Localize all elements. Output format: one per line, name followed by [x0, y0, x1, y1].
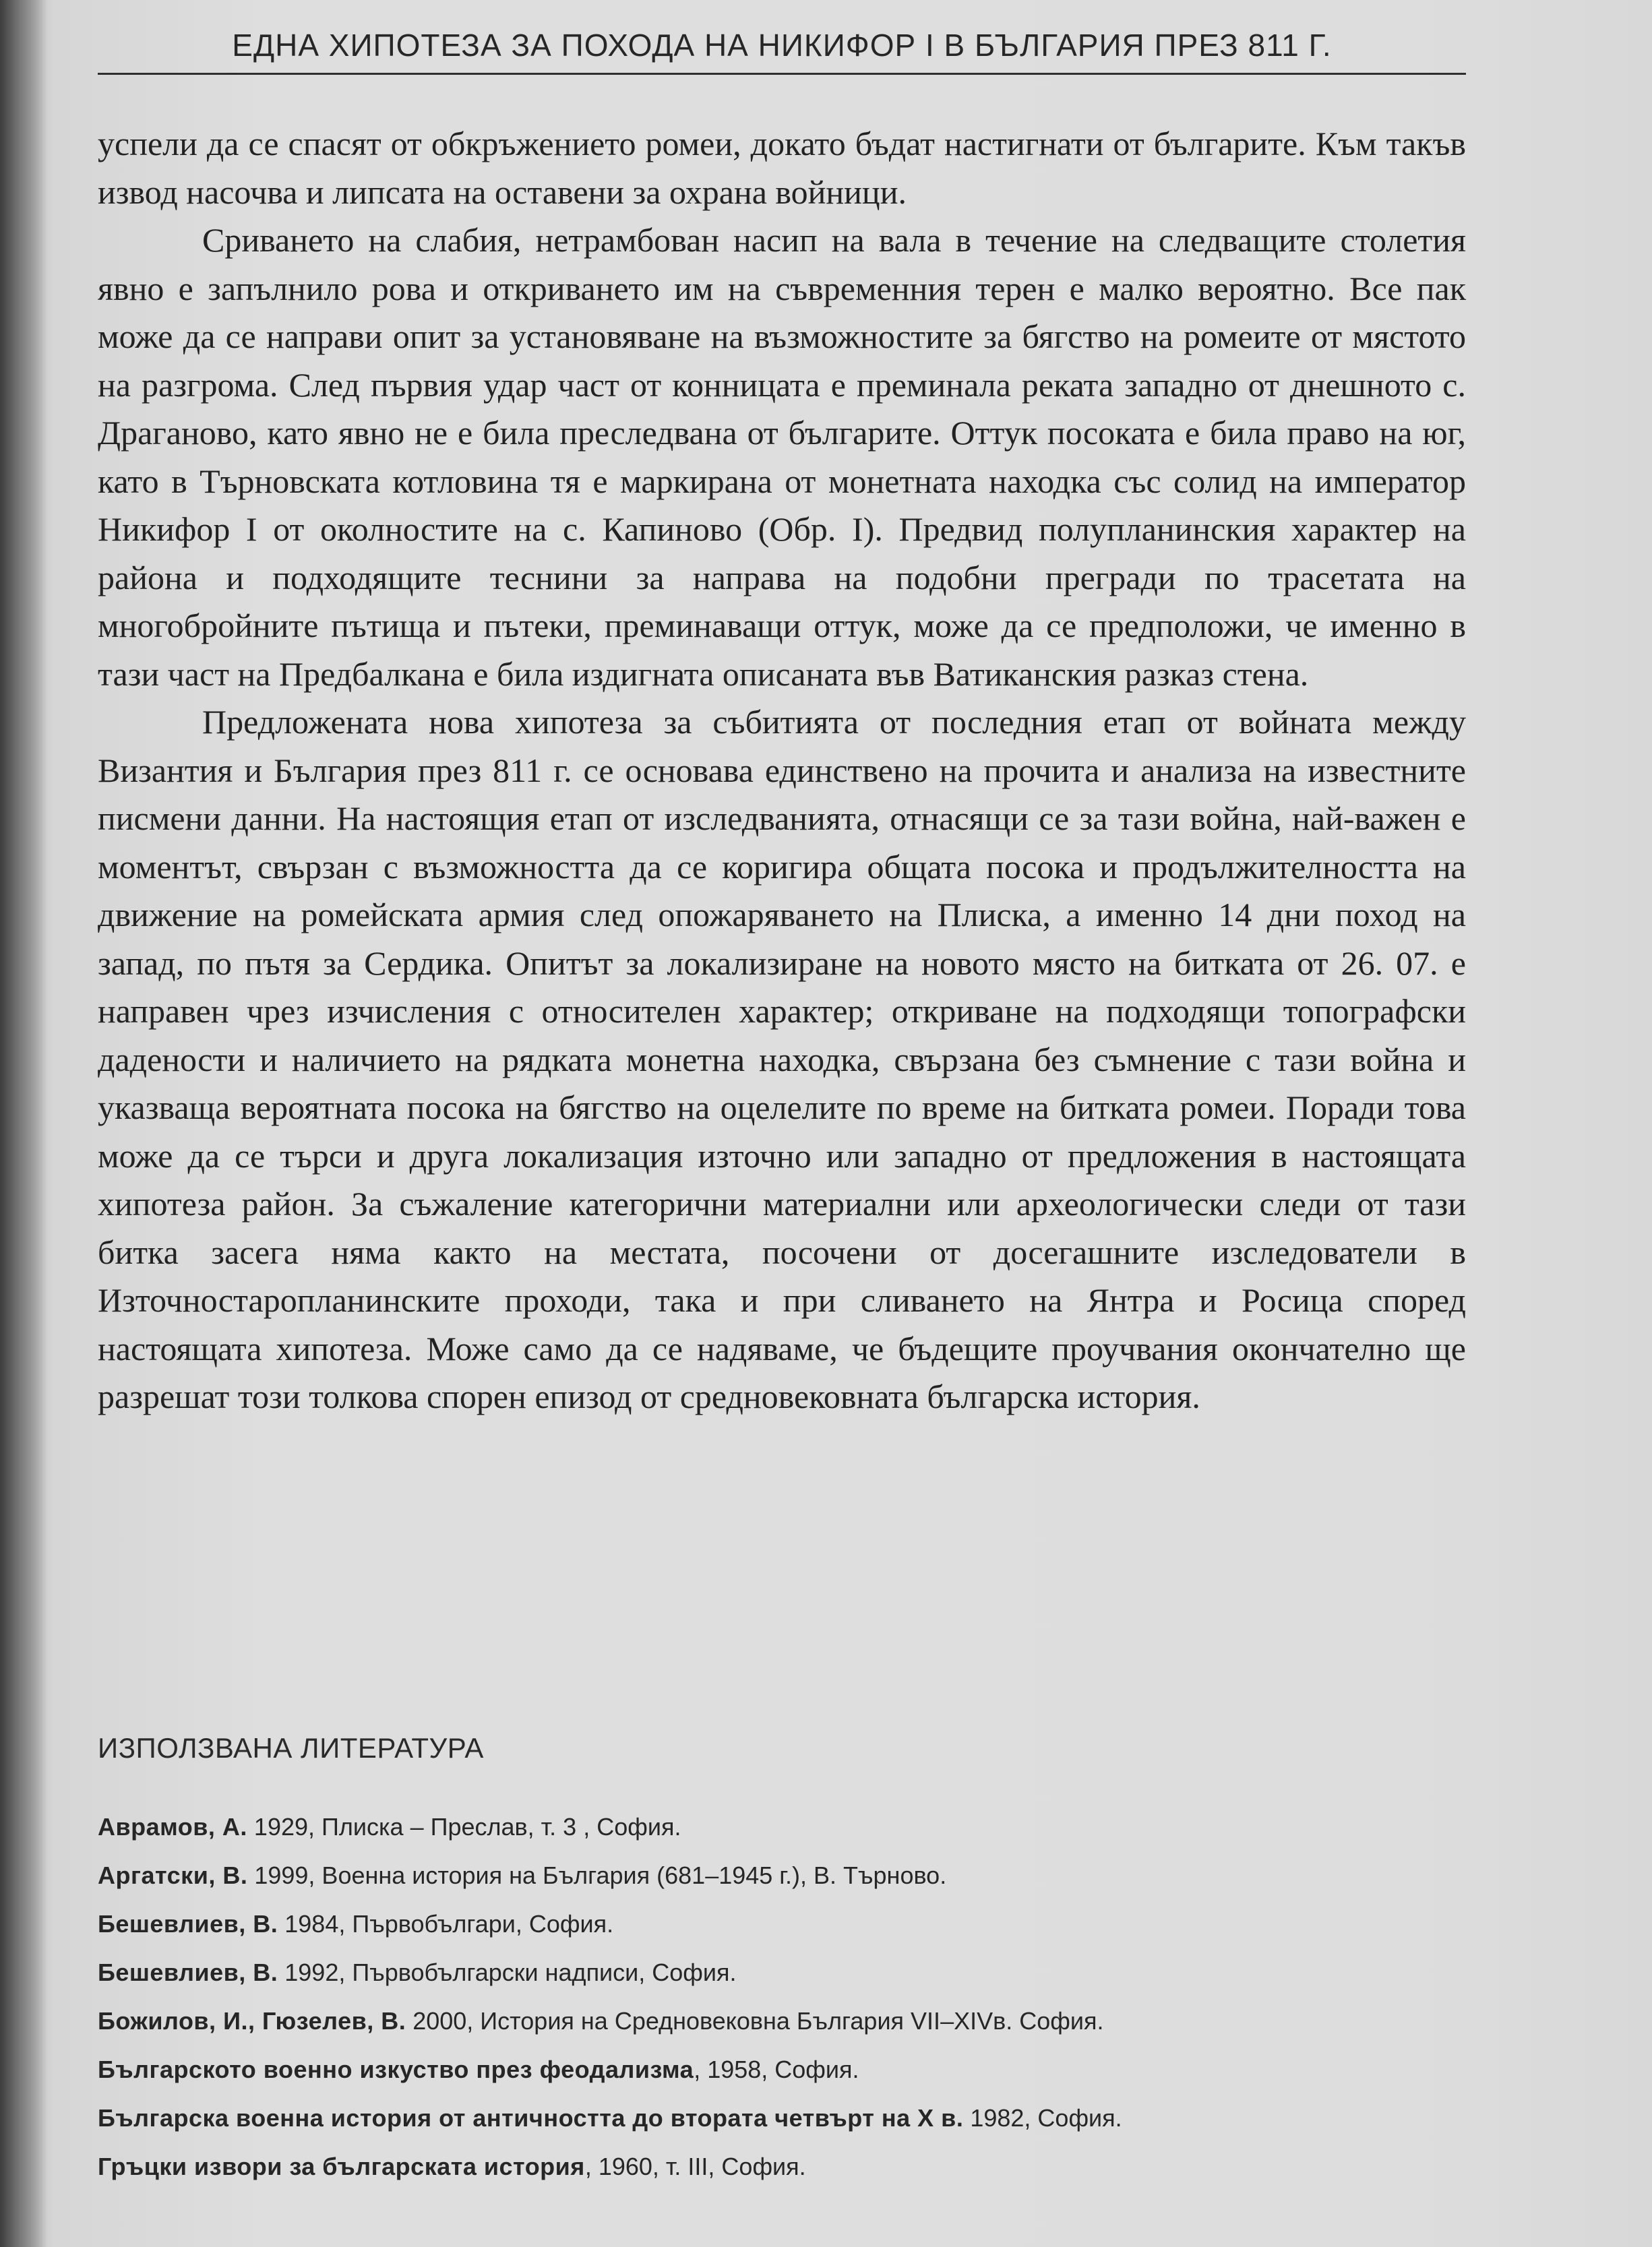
paragraph: Предложената нова хипотеза за събитията от последния етап от войната между Византия и България през 811 г. се основава единствено на прочита и анализа на известните писмени данни. На настоящия етап от изследванията, отнасящи се за тази война, най-важен е моментът, свързан с възможността да се коригира общата посока и продължителността на движение на ромейската армия след опожаряването на Плиска, а именно 14 дни поход на запад, по пътя за Сердика. Опитът за локализиране на новото място на битката от 26. 07. е направен чрез изчисления с относителен характер; откриване на подходящи топографски дадености и наличието на рядката монетна находка, свързана без съмнение с тази война и указваща вероятната посока на бягство на оцелелите по време на битката ромеи. Поради това може да се търси и друга локализация източно или западно от предложения в настоящата хипотеза район. За съжаление категорични материални или археологически следи от тази битка засега няма както на местата, посочени от досегашните изследователи в Източностаропланинските проходи, така и при сливането на Янтра и Росица според настоящата хипотеза. Може само да се надяваме, че бъдещите проучвания окончателно ще разрешат този толкова спорен епизод от средновековната българска история. [98, 703, 1466, 1415]
book-spine-shadow [0, 0, 47, 2247]
reference-details: , 1960, т. III, София. [584, 2153, 806, 2180]
reference-details: 1982, София. [963, 2104, 1122, 2132]
reference-details: 2000, История на Средновековна България VII–XIVв. София. [406, 2007, 1104, 2035]
paragraph: Сриването на слабия, нетрамбован насип на вала в течение на следващите столетия явно е запълнило рова и откриването им на съвременния терен е малко вероятно. Все пак може да се направи опит за установяване на възможностите за бягство на ромеите от мястото на разгрома. След първия удар част от конницата е преминала реката западно от днешното с. Драганово, като явно не е била преследвана от българите. Оттук посоката е била право на юг, като в Търновската котловина тя е маркирана от монетната находка със солид на император Никифор I от околностите на с. Капиново (Обр. I). Предвид полупланинския характер на района и подходящите теснини за направа на подобни прегради по трасетата на многобройните пътища и пътеки, преминаващи оттук, може да се предположи, че именно в тази част на Предбалкана е била издигната описаната във Ватиканския разказ стена. [98, 221, 1466, 693]
reference-details: , 1958, София. [694, 2056, 859, 2083]
reference-author: Българското военно изкуство през феодализма [98, 2056, 694, 2083]
header-rule [98, 73, 1466, 75]
reference-item [98, 2143, 1513, 2191]
reference-details: 1999, Военна история на България (681–1945 г.), В. Търново. [247, 1861, 947, 1889]
reference-author: Аврамов, А. [98, 1813, 247, 1841]
reference-author: Аргатски, В. [98, 1861, 248, 1889]
reference-author: Бешевлиев, В. [98, 1910, 278, 1938]
reference-item [98, 1948, 1513, 1997]
references-list [98, 1803, 1513, 2191]
references-heading: ИЗПОЛЗВАНА ЛИТЕРАТУРА [98, 1732, 484, 1764]
reference-details: 1929, Плиска – Преслав, т. 3 , София. [247, 1813, 681, 1841]
reference-details: 1992, Първобългарски надписи, София. [278, 1959, 737, 1986]
reference-author: Божилов, И., Гюзелев, В. [98, 2007, 406, 2035]
reference-item [98, 2094, 1513, 2143]
reference-author: Гръцки извори за българската история [98, 2153, 585, 2180]
reference-author: Българска военна история от античността до втората четвърт на Х в. [98, 2104, 964, 2132]
reference-item [98, 1900, 1513, 1948]
paragraph-continued: успели да се спасят от обкръжението ромеи, докато бъдат настигнати от българите. Към такъв извод насочва и липсата на оставени за охрана войници. [98, 125, 1466, 211]
reference-item [98, 2045, 1513, 2094]
reference-item [98, 1997, 1513, 2045]
reference-item [98, 1803, 1513, 1851]
article-body [98, 120, 1466, 1421]
reference-details: 1984, Първобългари, София. [278, 1910, 614, 1938]
reference-item [98, 1851, 1513, 1900]
reference-author: Бешевлиев, В. [98, 1959, 278, 1986]
running-head: ЕДНА ХИПОТЕЗА ЗА ПОХОДА НА НИКИФОР I В БЪЛГАРИЯ ПРЕЗ 811 Г. [232, 28, 1332, 63]
